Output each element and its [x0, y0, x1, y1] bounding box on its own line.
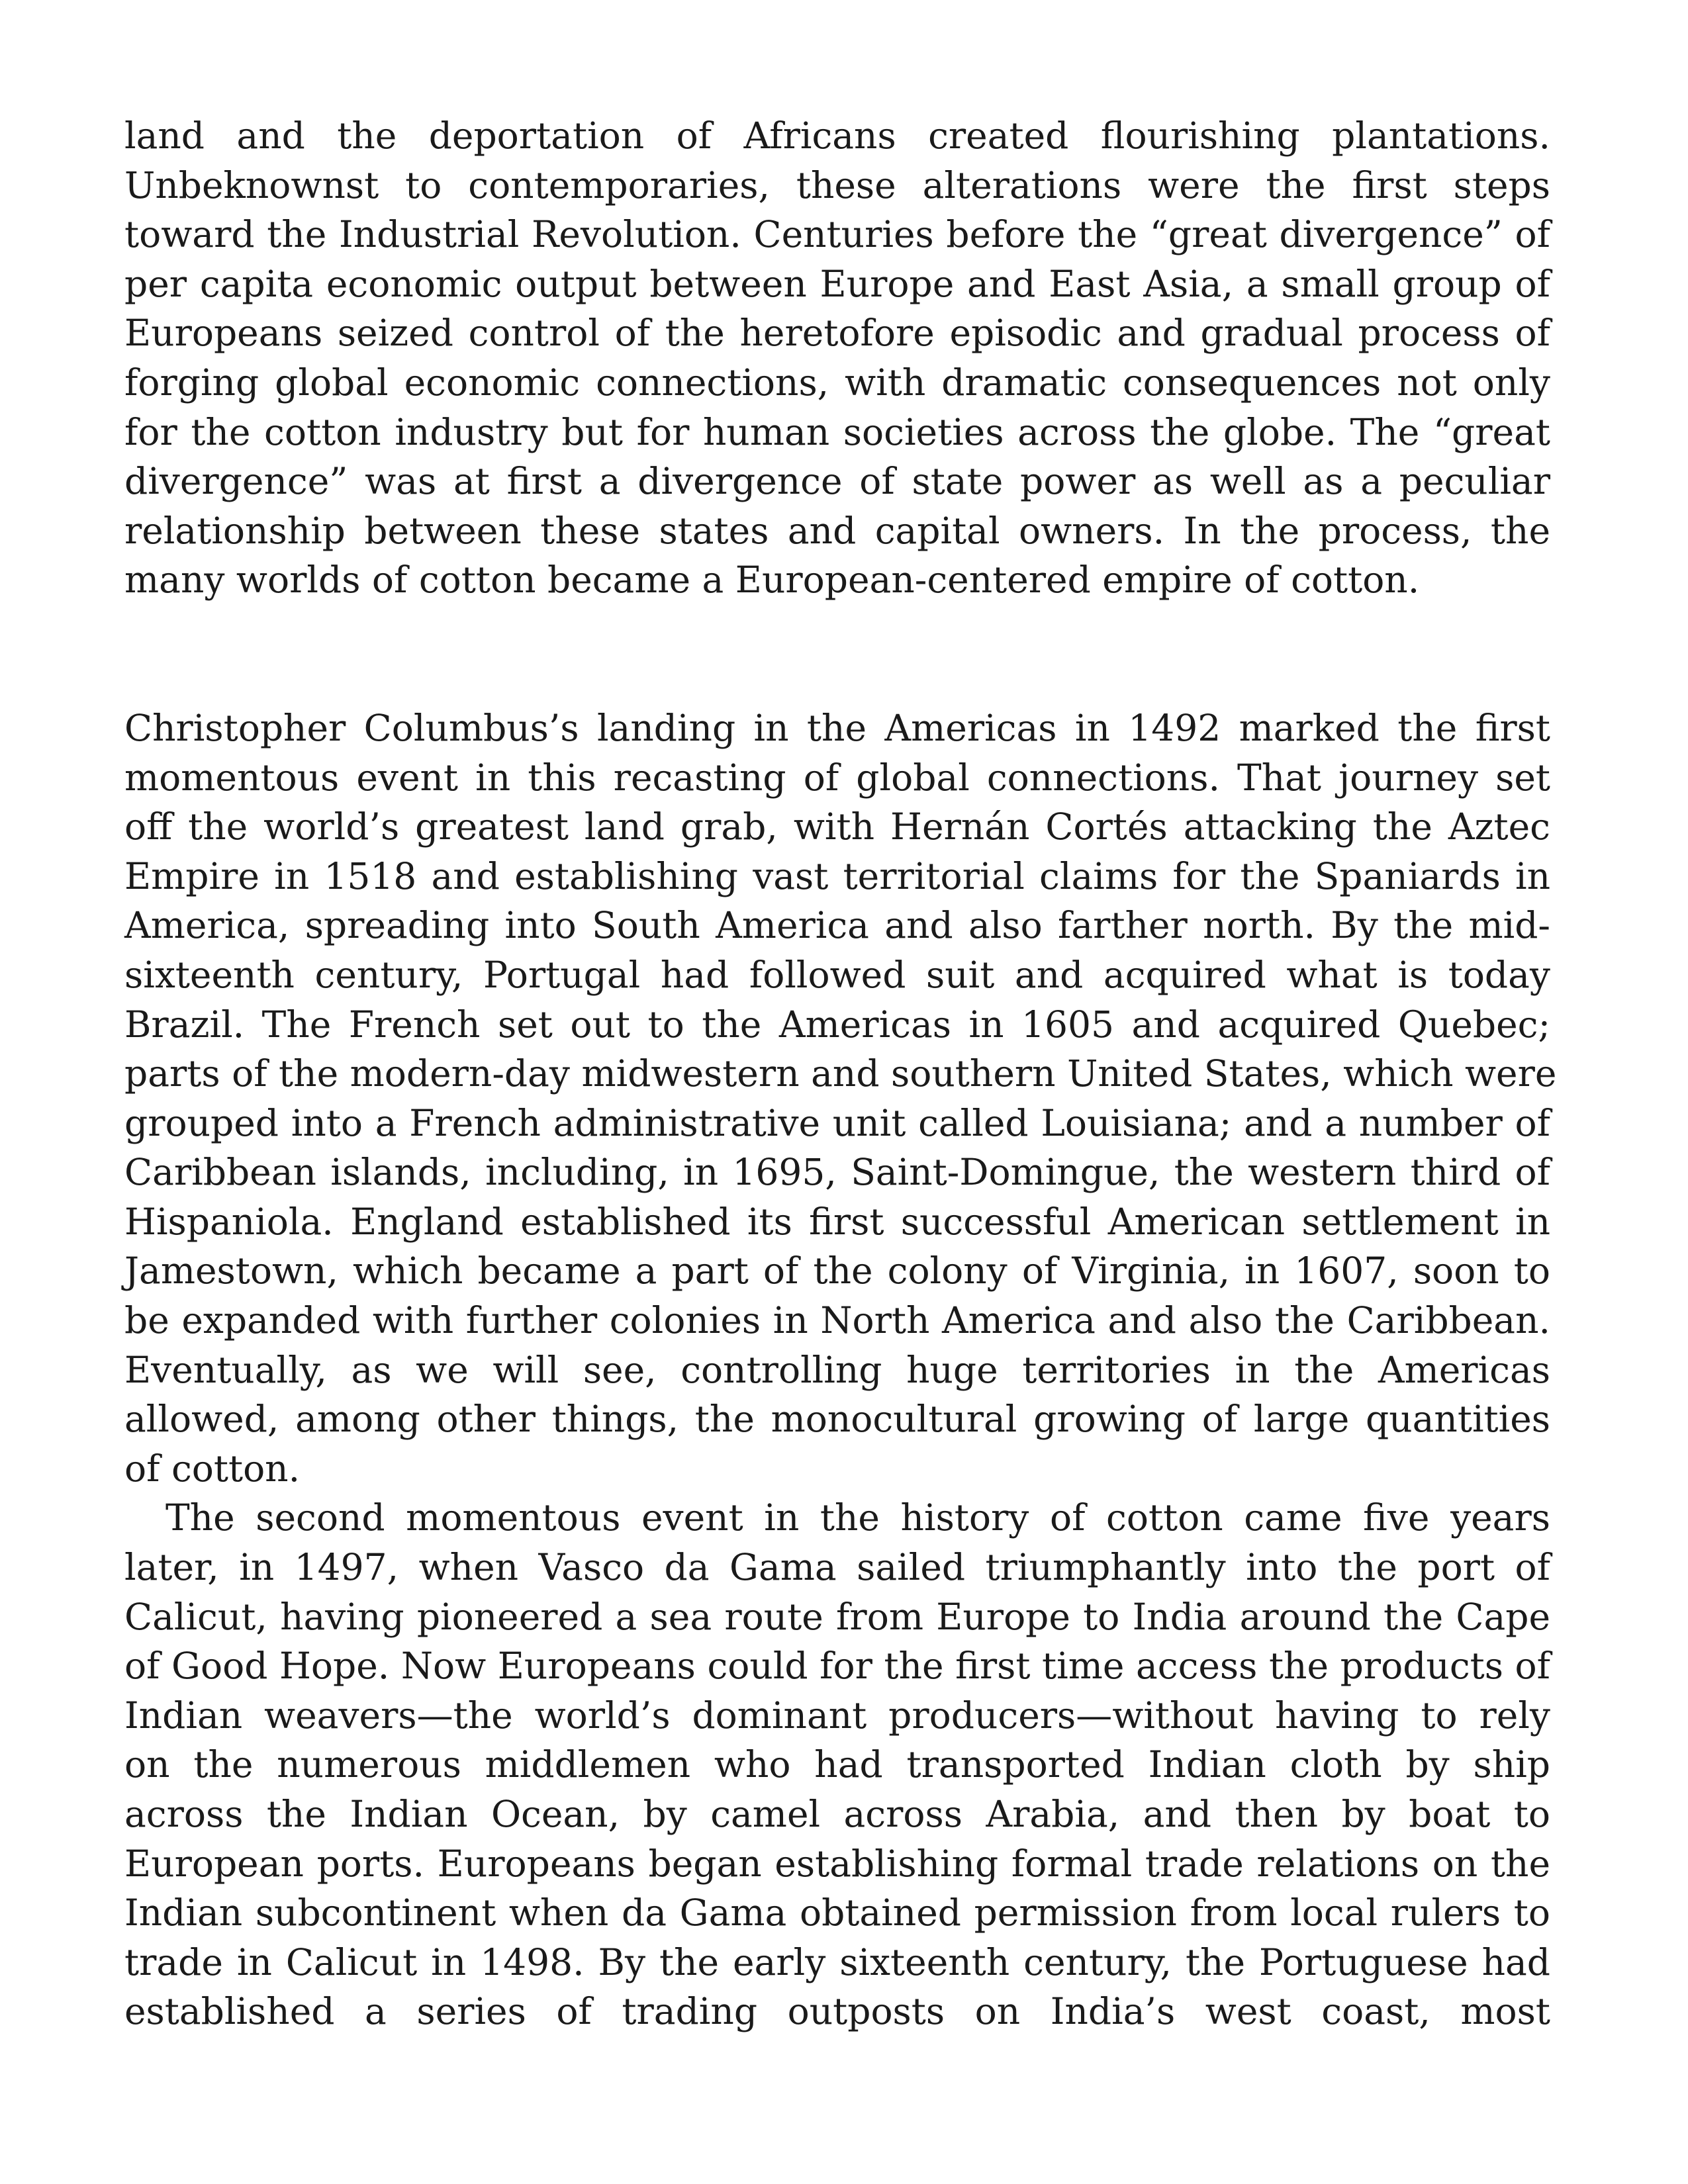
text-line: relationship between these states and capital owners. In the process, the [124, 509, 1550, 552]
text-line: toward the Industrial Revolution. Centuries before the “great divergence” of [124, 213, 1550, 256]
text-line: Unbeknownst to contemporaries, these alterations were the first steps [124, 163, 1550, 206]
text-line: on the numerous middlemen who had transported Indian cloth by ship [124, 1743, 1550, 1786]
text-line: sixteenth century, Portugal had followed suit and acquired what is today [124, 953, 1550, 996]
paragraph-1 [124, 111, 1550, 605]
text-line: per capita economic output between Europe and East Asia, a small group of [124, 262, 1550, 305]
text-line: of cotton. [124, 1447, 301, 1490]
text-line: trade in Calicut in 1498. By the early sixteenth century, the Portuguese had [124, 1940, 1550, 1983]
text-line: forging global economic connections, with dramatic consequences not only [124, 361, 1550, 404]
text-line: of Good Hope. Now Europeans could for the first time access the products of [124, 1645, 1550, 1688]
text-line: many worlds of cotton became a European-centered empire of cotton. [124, 559, 1420, 602]
text-line: off the world’s greatest land grab, with Hernán Cortés attacking the Aztec [124, 805, 1550, 848]
text-line: Hispaniola. England established its first successful American settlement in [124, 1200, 1550, 1243]
text-line: Eventually, as we will see, controlling huge territories in the Americas [124, 1348, 1550, 1391]
text-line: Indian weavers—the world’s dominant producers—without having to rely [124, 1694, 1550, 1737]
text-line: established a series of trading outposts on India’s west coast, most [124, 1990, 1550, 2033]
text-line: divergence” was at first a divergence of state power as well as a peculiar [124, 460, 1550, 503]
paragraph-3 [124, 1493, 1550, 2036]
text-line: for the cotton industry but for human societies across the globe. The “great [124, 410, 1550, 453]
text-line: Jamestown, which became a part of the colony of Virginia, in 1607, soon to [124, 1250, 1550, 1293]
text-line: later, in 1497, when Vasco da Gama sailed triumphantly into the port of [124, 1546, 1550, 1589]
text-line: Brazil. The French set out to the Americas in 1605 and acquired Quebec; [124, 1003, 1550, 1046]
page-body [124, 111, 1557, 2036]
text-line: land and the deportation of Africans created flourishing plantations. [124, 114, 1550, 157]
text-line: Christopher Columbus’s landing in the Americas in 1492 marked the first [124, 706, 1550, 749]
text-line: parts of the modern-day midwestern and southern United States, which were [124, 1052, 1557, 1095]
text-line: be expanded with further colonies in North America and also the Caribbean. [124, 1299, 1550, 1342]
section-break [124, 605, 1550, 704]
text-line: Europeans seized control of the heretofore episodic and gradual process of [124, 312, 1550, 355]
text-line: grouped into a French administrative unit called Louisiana; and a number of [124, 1101, 1550, 1144]
text-line: Indian subcontinent when da Gama obtained permission from local rulers to [124, 1891, 1550, 1934]
text-line: Calicut, having pioneered a sea route from Europe to India around the Cape [124, 1595, 1550, 1638]
text-line: across the Indian Ocean, by camel across Arabia, and then by boat to [124, 1793, 1550, 1835]
text-line: European ports. Europeans began establishing formal trade relations on the [124, 1842, 1550, 1885]
text-line: momentous event in this recasting of global connections. That journey set [124, 756, 1550, 799]
paragraph-2 [124, 704, 1557, 1494]
text-line: The second momentous event in the history of cotton came five years [165, 1496, 1550, 1539]
text-line: allowed, among other things, the monocultural growing of large quantities [124, 1398, 1550, 1441]
text-line: America, spreading into South America and also farther north. By the mid- [124, 904, 1550, 947]
text-line: Caribbean islands, including, in 1695, Saint-Domingue, the western third of [124, 1151, 1550, 1194]
text-line: Empire in 1518 and establishing vast territorial claims for the Spaniards in [124, 854, 1550, 897]
